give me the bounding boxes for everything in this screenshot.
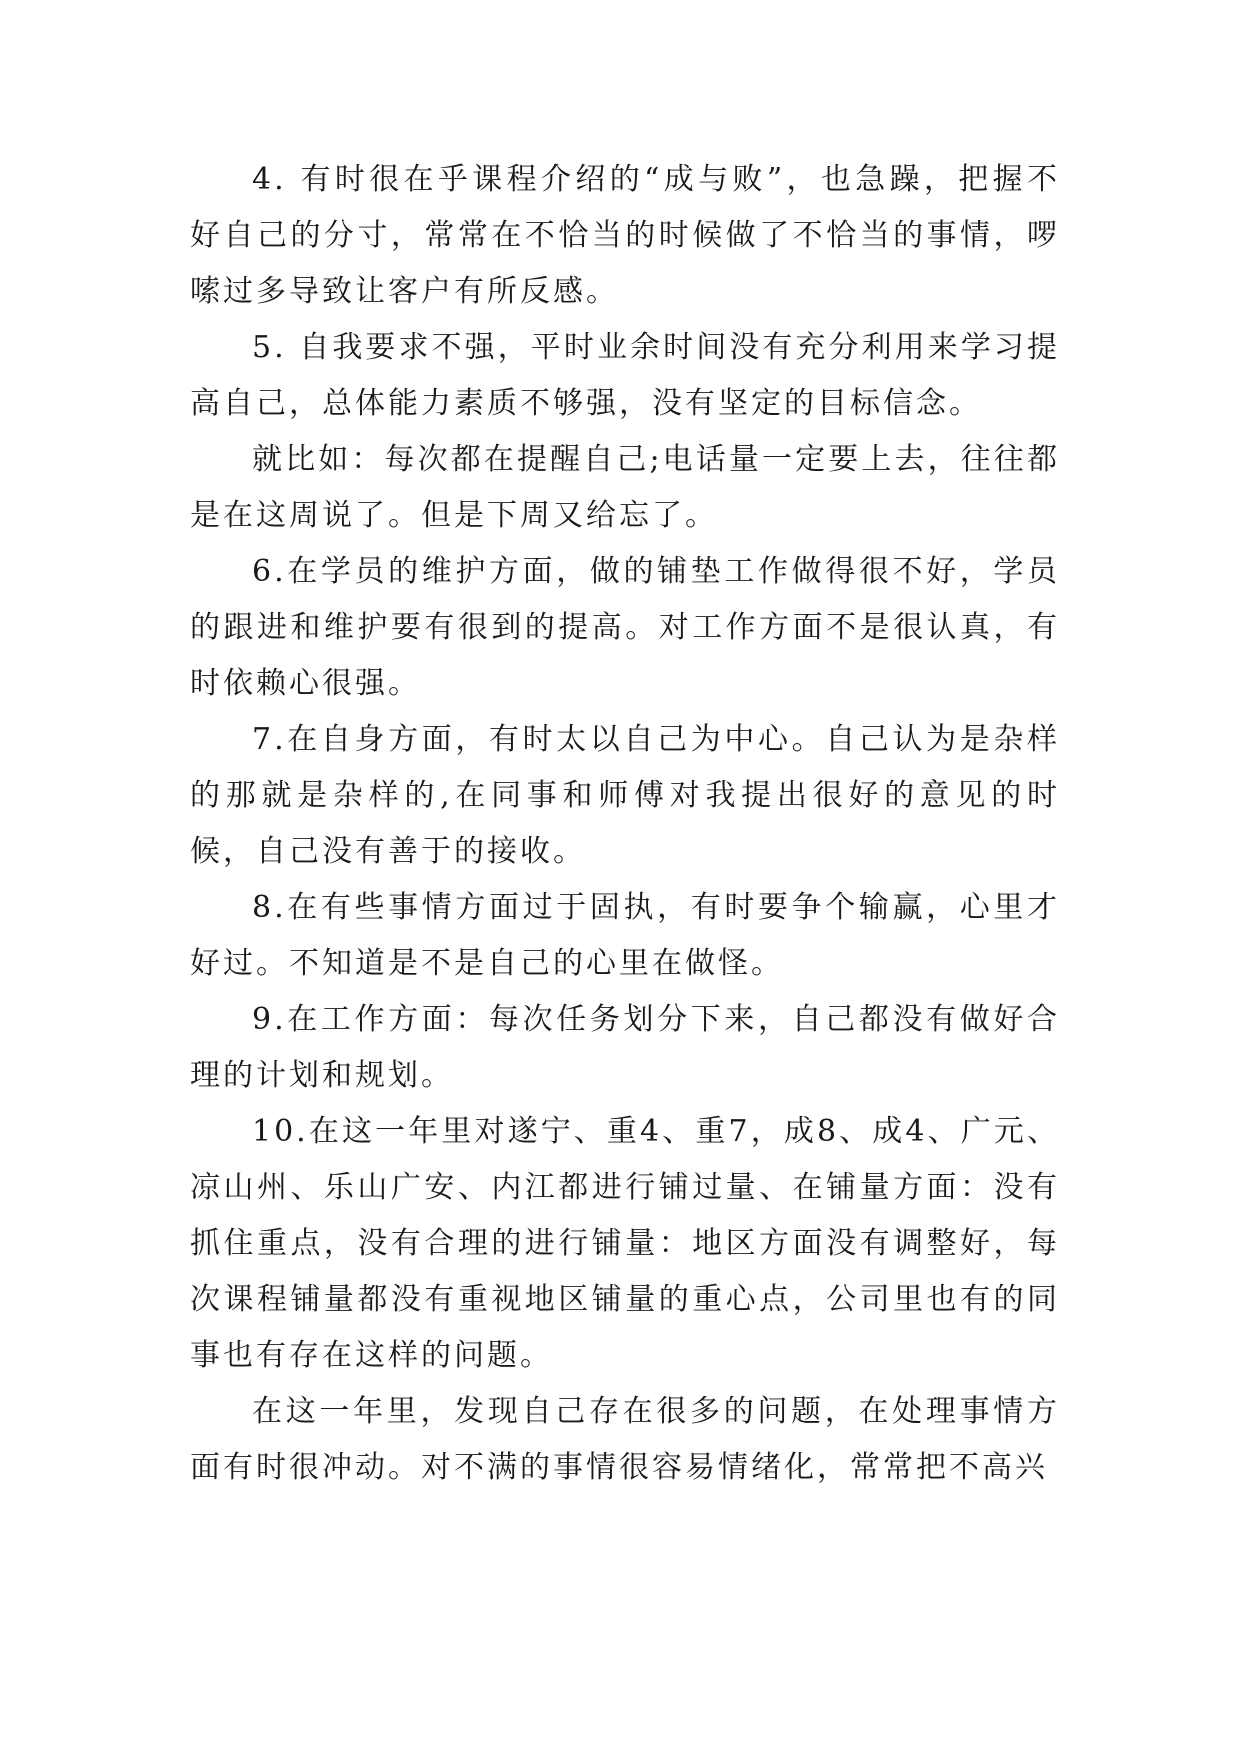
paragraph-item-7: 7.在自身方面，有时太以自己为中心。自己认为是杂样的那就是杂样的,在同事和师傅对我提出很好的意见的时候，自己没有善于的接收。 bbox=[190, 722, 1060, 869]
paragraph-item-10: 10.在这一年里对遂宁、重4、重7，成8、成4、广元、凉山州、乐山广安、内江都进行铺过量、在铺量方面：没有抓住重点，没有合理的进行铺量：地区方面没有调整好，每次课程铺量都没有重视地区铺量的重心点，公司里也有的同事也有存在这样的问题。 bbox=[190, 1114, 1060, 1373]
paragraph-item-5: 5. 自我要求不强，平时业余时间没有充分利用来学习提高自己，总体能力素质不够强，没有坚定的目标信念。 bbox=[190, 330, 1060, 421]
paragraph-item-6: 6.在学员的维护方面，做的铺垫工作做得很不好，学员的跟进和维护要有很到的提高。对工作方面不是很认真，有时依赖心很强。 bbox=[190, 554, 1060, 701]
paragraph-item-4: 4. 有时很在乎课程介绍的“成与败”，也急躁，把握不好自己的分寸，常常在不恰当的时候做了不恰当的事情，啰嗦过多导致让客户有所反感。 bbox=[190, 162, 1060, 309]
document-body bbox=[190, 152, 1060, 1496]
paragraph-item-9: 9.在工作方面：每次任务划分下来，自己都没有做好合理的计划和规划。 bbox=[190, 1002, 1060, 1093]
paragraph-item-8: 8.在有些事情方面过于固执，有时要争个输赢，心里才好过。不知道是不是自己的心里在做怪。 bbox=[190, 890, 1060, 981]
paragraph-example: 就比如：每次都在提醒自己;电话量一定要上去，往往都是在这周说了。但是下周又给忘了。 bbox=[190, 442, 1060, 533]
paragraph-summary: 在这一年里，发现自己存在很多的问题，在处理事情方面有时很冲动。对不满的事情很容易情绪化，常常把不高兴 bbox=[190, 1394, 1060, 1485]
